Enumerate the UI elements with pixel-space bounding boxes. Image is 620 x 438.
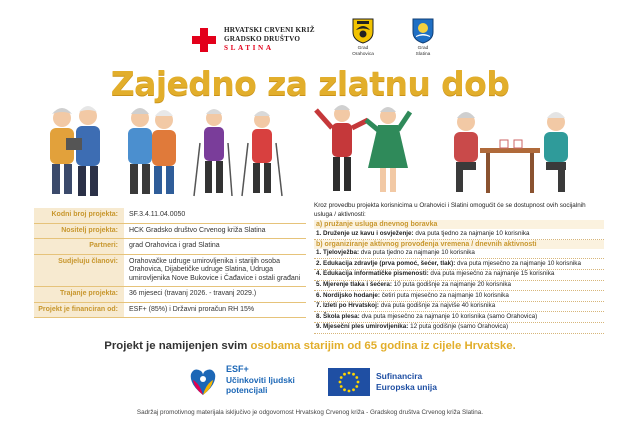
crest-slatina: Grad Slatina — [408, 18, 438, 57]
list-item: 1. Tjelovježba: dva puta tjedno za najmanje 10 korisnika — [314, 249, 604, 260]
page-title: Zajedno za zlatnu dob — [110, 64, 510, 103]
list-item: 7. Izleti po Hrvatskoj: dva puta godišnje za najviše 40 korisnika — [314, 302, 604, 313]
couple-tablet-figure — [50, 106, 100, 196]
list-item: 8. Škola plesa: dva puta mjesečno za najmanje 10 korisnika (samo Orahovica) — [314, 312, 604, 323]
red-cross-logo — [192, 26, 442, 56]
info-row-partners: Partneri: grad Orahovica i grad Slatina — [34, 239, 306, 255]
disclaimer: Sadržaj promotivnog materijala isključivo je odgovornost Hrvatskog Crvenog križa - Gradskog društva Crvenog križa Slatina. — [136, 409, 484, 416]
coffee-table-figure — [454, 112, 568, 193]
eu-flag-icon — [328, 368, 370, 396]
section-a-heading: a) pružanje usluga dnevnog boravka — [314, 220, 604, 229]
info-row-holder: Nositelj projekta: HCK Gradsko društvo Crvenog križa Slatina — [34, 224, 306, 240]
list-item: 5. Mjerenje tlaka i šećera: 10 puta godišnje za najmanje 20 korisnika — [314, 281, 604, 292]
list-item: 9. Mjesečni ples umirovljenika: 12 puta godišnje (samo Orahovica) — [314, 323, 604, 334]
list-item: 2. Edukacija zdravlje (prva pomoć, šećer, tlak): dva puta mjesečno za najmanje 10 korisnika — [314, 259, 604, 270]
list-item: 1. Druženje uz kavu i osvježenje: dva puta tjedno za najmanje 10 korisnika — [314, 229, 604, 240]
red-cross-icon — [192, 28, 216, 52]
project-info-table — [34, 208, 306, 318]
esf-heart-icon — [186, 364, 220, 398]
dancing-couple-figure — [316, 105, 410, 192]
list-item: 6. Nordijsko hodanje: četiri puta mjesečno za najmanje 10 korisnika — [314, 291, 604, 302]
eu-cofunded-logo: Sufinancira Europska unija — [328, 368, 458, 398]
org-name: HRVATSKI CRVENI KRIŽ GRADSKO DRUŠTVO SLATINA — [224, 26, 315, 52]
info-row-duration: Trajanje projekta: 36 mjeseci (travanj 2026. - travanj 2029.) — [34, 287, 306, 303]
esf-logo: ESF+ Učinkoviti ljudski potencijali — [186, 364, 306, 400]
services-intro: Kroz provedbu projekta korisnicima u Orahovici i Slatini omogućit će se dostupnost ovih socijalnih usluga / aktivnosti: — [314, 202, 586, 218]
info-row-code: Kodni broj projekta: SF.3.4.11.04.0050 — [34, 208, 306, 224]
services-list — [314, 202, 604, 334]
crest-orahovica: Grad Orahovica — [348, 18, 378, 57]
nordic-walkers-figure — [194, 109, 282, 196]
couple-hugging-figure — [128, 108, 176, 194]
info-row-members: Sudjeluju članovi: Orahovačke udruge umirovljenika i starijih osoba Orahovica, Dijabetičke udruge Slatina, Udruga umirovljenika Nove Bukovice i Čađavice i ostali građani — [34, 255, 306, 288]
seniors-illustration — [0, 98, 620, 206]
list-item: 4. Edukacija informatičke pismenosti: dva puta mjesečno za najmanje 15 korisnika — [314, 270, 604, 281]
orahovica-crest-icon — [352, 18, 374, 44]
info-row-funding: Projekt je financiran od: ESF+ (85%) i Državni proračun RH 15% — [34, 303, 306, 319]
slatina-crest-icon — [412, 18, 434, 44]
target-group-statement: Projekt je namijenjen svim osobama starijim od 65 godina iz cijele Hrvatske. — [104, 340, 516, 352]
section-b-heading: b) organiziranje aktivnog provođenja vremena / dnevnih aktivnosti — [314, 240, 604, 249]
